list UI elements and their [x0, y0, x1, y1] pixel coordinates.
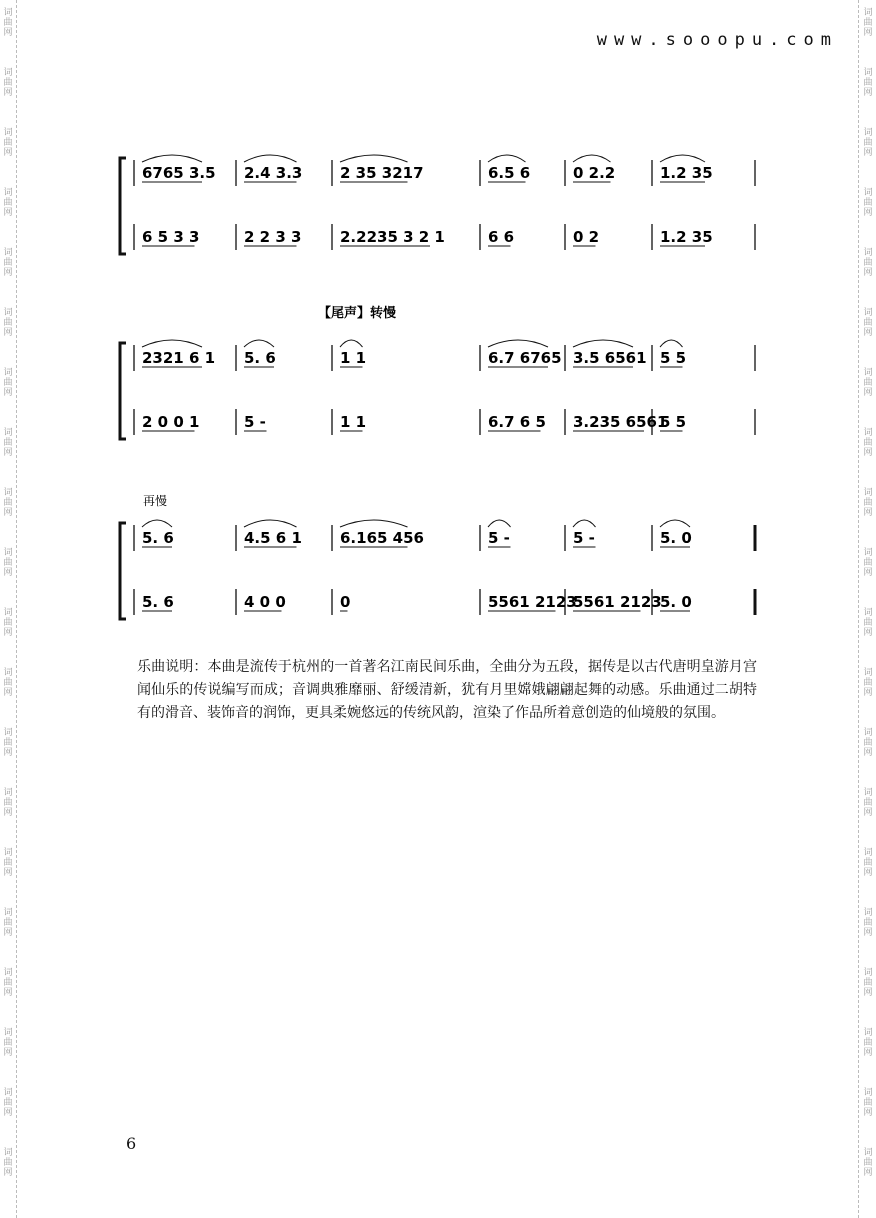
slur-arc — [244, 340, 274, 347]
slur-arc — [660, 520, 690, 527]
side-watermark-glyphs: 词 曲 网 — [863, 428, 873, 458]
side-watermark-glyphs: 词 曲 网 — [863, 68, 873, 98]
music-description: 乐曲说明：本曲是流传于杭州的一首著名江南民间乐曲，全曲分为五段，据传是以古代唐明皇游月宫闻仙乐的传说编写而成；音调典雅靡丽、舒缓清新，犹有月里嫦娥翩翩起舞的动感。乐曲通过二胡特有的滑音、装饰音的润饰，更具柔婉悠远的传统风韵，渲染了作品所着意创造的仙境般的氛围。 — [137, 659, 757, 721]
side-watermark-glyphs: 词 曲 网 — [863, 908, 873, 938]
slur-arc — [142, 340, 202, 347]
measure-notes: 5 - — [573, 529, 595, 547]
measure-notes: 6.7 6 5 — [488, 413, 546, 431]
measure-notes: 6.165 456 — [340, 529, 424, 547]
measure-notes: 5. 6 — [142, 593, 174, 611]
side-watermark-glyphs: 词 曲 网 — [3, 8, 13, 38]
side-watermark-glyphs: 词 曲 网 — [863, 608, 873, 638]
slur-arc — [660, 340, 683, 347]
side-watermark-glyphs: 词 曲 网 — [3, 308, 13, 338]
side-watermark-glyphs: 词 曲 网 — [3, 908, 13, 938]
slur-arc — [244, 155, 297, 162]
measure-notes: 0 — [340, 593, 351, 611]
measure-notes: 2.2235 3 2 1 — [340, 228, 445, 246]
side-watermark-glyphs: 词 曲 网 — [3, 668, 13, 698]
slur-arc — [488, 520, 511, 527]
measure-notes: 1 1 — [340, 349, 367, 367]
side-watermark-glyphs: 词 曲 网 — [3, 968, 13, 998]
side-watermark-glyphs: 词 曲 网 — [863, 488, 873, 518]
side-watermark-glyphs: 词 曲 网 — [3, 428, 13, 458]
side-watermark-glyphs: 词 曲 网 — [863, 1028, 873, 1058]
system-bracket — [120, 343, 126, 439]
side-watermark-glyphs: 词 曲 网 — [3, 1028, 13, 1058]
side-watermark-glyphs: 词 曲 网 — [863, 308, 873, 338]
side-watermark-glyphs: 词 曲 网 — [863, 968, 873, 998]
page-number: 6 — [126, 1134, 137, 1153]
slur-arc — [488, 155, 526, 162]
side-watermark-glyphs: 词 曲 网 — [863, 1088, 873, 1118]
side-watermark-glyphs: 词 曲 网 — [863, 188, 873, 218]
measure-notes: 5. 0 — [660, 529, 692, 547]
measure-notes: 1.2 35 — [660, 164, 713, 182]
system-bracket — [120, 158, 126, 254]
measure-notes: 2.4 3.3 — [244, 164, 303, 182]
side-watermark-glyphs: 词 曲 网 — [3, 368, 13, 398]
side-watermark-glyphs: 词 曲 网 — [863, 548, 873, 578]
measure-notes: 6.5 6 — [488, 164, 531, 182]
measure-notes: 2 2 3 3 — [244, 228, 302, 246]
measure-notes: 3.5 6561 — [573, 349, 647, 367]
measure-notes: 6.7 6765 — [488, 349, 562, 367]
measure-notes: 5 5 — [660, 349, 687, 367]
slur-arc — [142, 520, 172, 527]
side-watermark-glyphs: 词 曲 网 — [3, 128, 13, 158]
slur-arc — [340, 520, 408, 527]
measure-notes: 5561 2123 — [488, 593, 577, 611]
slur-arc — [340, 340, 363, 347]
measure-notes: 5 - — [244, 413, 266, 431]
measure-notes: 5 5 — [660, 413, 687, 431]
section-label: 【尾声】转慢 — [318, 306, 397, 321]
slur-arc — [244, 520, 297, 527]
tempo-label: 再慢 — [143, 494, 168, 508]
measure-notes: 1.2 35 — [660, 228, 713, 246]
slur-arc — [142, 155, 202, 162]
measure-notes: 5 - — [488, 529, 510, 547]
slur-arc — [488, 340, 548, 347]
side-watermark-glyphs: 词 曲 网 — [3, 788, 13, 818]
measure-notes: 6 6 — [488, 228, 515, 246]
side-watermark-glyphs: 词 曲 网 — [3, 68, 13, 98]
side-watermark-glyphs: 词 曲 网 — [863, 728, 873, 758]
slur-arc — [573, 340, 633, 347]
side-watermark-glyphs: 词 曲 网 — [863, 8, 873, 38]
side-watermark-glyphs: 词 曲 网 — [863, 368, 873, 398]
side-watermark-glyphs: 词 曲 网 — [863, 248, 873, 278]
measure-notes: 0 2 — [573, 228, 600, 246]
measure-notes: 1 1 — [340, 413, 367, 431]
slur-arc — [573, 520, 596, 527]
side-watermark-glyphs: 词 曲 网 — [3, 728, 13, 758]
side-watermark-glyphs: 词 曲 网 — [3, 488, 13, 518]
measure-notes: 5561 2123 — [573, 593, 662, 611]
slur-arc — [573, 155, 611, 162]
measure-notes: 6765 3.5 — [142, 164, 216, 182]
measure-notes: 5. 6 — [142, 529, 174, 547]
side-watermark-glyphs: 词 曲 网 — [863, 788, 873, 818]
side-watermark-glyphs: 词 曲 网 — [863, 848, 873, 878]
side-watermark-glyphs: 词 曲 网 — [863, 668, 873, 698]
side-watermark-glyphs: 词 曲 网 — [3, 848, 13, 878]
measure-notes: 4 0 0 — [244, 593, 286, 611]
side-watermark-glyphs: 词 曲 网 — [3, 608, 13, 638]
side-watermark-glyphs: 词 曲 网 — [3, 248, 13, 278]
measure-notes: 6 5 3 3 — [142, 228, 200, 246]
measure-notes: 2321 6 1 — [142, 349, 216, 367]
measure-notes: 5. 6 — [244, 349, 276, 367]
measure-notes: 0 2.2 — [573, 164, 616, 182]
site-watermark: www.sooopu.com — [596, 30, 838, 50]
slur-arc — [660, 155, 705, 162]
measure-notes: 2 35 3217 — [340, 164, 424, 182]
side-watermark-glyphs: 词 曲 网 — [3, 188, 13, 218]
side-watermark-glyphs: 词 曲 网 — [863, 1148, 873, 1178]
side-watermark-glyphs: 词 曲 网 — [3, 548, 13, 578]
measure-notes: 2 0 0 1 — [142, 413, 200, 431]
side-watermark-glyphs: 词 曲 网 — [3, 1088, 13, 1118]
measure-notes: 4.5 6 1 — [244, 529, 302, 547]
measure-notes: 5. 0 — [660, 593, 692, 611]
side-watermark-glyphs: 词 曲 网 — [3, 1148, 13, 1178]
measure-notes: 3.235 6561 — [573, 413, 668, 431]
side-watermark-glyphs: 词 曲 网 — [863, 128, 873, 158]
slur-arc — [340, 155, 408, 162]
system-bracket — [120, 523, 126, 619]
